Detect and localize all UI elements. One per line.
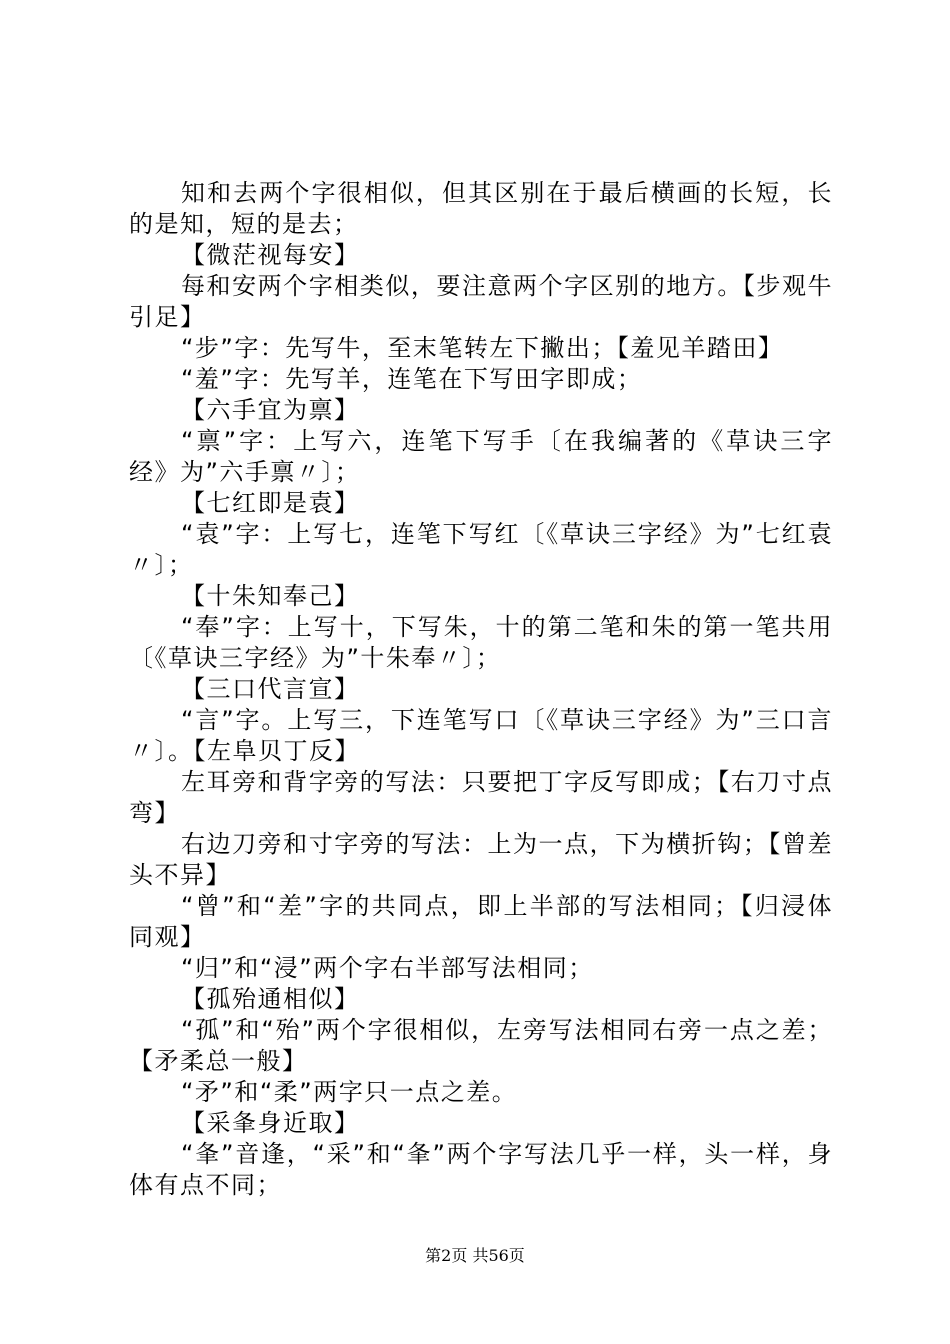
paragraph: 【十朱知奉己】 [181,582,360,610]
paragraph: “孤”和“殆”两个字很相似，左旁写法相同右旁一点之差；【矛柔总一般】 [129,1016,833,1075]
paragraph: “袁”字：上写七，连笔下写红〔《草诀三字经》为”七红袁〃〕； [129,520,833,579]
page-number-footer: 第2页 共56页 [425,1246,525,1265]
paragraph: “羞”字：先写羊，连笔在下写田字即成； [181,365,643,393]
paragraph: 【孤殆通相似】 [181,985,360,1013]
paragraph: 【采夆身近取】 [181,1109,360,1137]
paragraph: 知和去两个字很相似，但其区别在于最后横画的长短，长的是知，短的是去； [129,179,833,238]
paragraph: “奉”字：上写十，下写朱，十的第二笔和朱的第一笔共用〔《草诀三字经》为”十朱奉〃〕； [129,613,833,672]
paragraph: 【七红即是袁】 [181,489,360,517]
paragraph: “归”和“浸”两个字右半部写法相同； [181,954,594,982]
paragraph: “矛”和“柔”两字只一点之差。 [181,1078,518,1106]
paragraph: 左耳旁和背字旁的写法：只要把丁字反写即成；【右刀寸点弯】 [129,768,833,827]
paragraph: 【三口代言宣】 [181,675,360,703]
paragraph: “言”字。上写三，下连笔写口〔《草诀三字经》为”三口言〃〕。【左阜贝丁反】 [129,706,833,765]
paragraph: 【微茫视每安】 [181,241,360,269]
paragraph: “夆”音逢，“采”和“夆”两个字写法几乎一样，头一样，身体有点不同； [129,1140,833,1199]
body-text [129,178,833,1201]
paragraph: “曾”和“差”字的共同点，即上半部的写法相同；【归浸体同观】 [129,892,833,951]
paragraph: 右边刀旁和寸字旁的写法：上为一点，下为横折钩；【曾差头不异】 [129,830,833,889]
paragraph: “步”字：先写牛，至末笔转左下撇出；【羞见羊踏田】 [181,334,784,362]
paragraph: “禀”字：上写六，连笔下写手〔在我编著的《草诀三字经》为”六手禀〃〕； [129,427,833,486]
paragraph: 每和安两个字相类似，要注意两个字区别的地方。【步观牛引足】 [129,272,833,331]
paragraph: 【六手宜为禀】 [181,396,360,424]
